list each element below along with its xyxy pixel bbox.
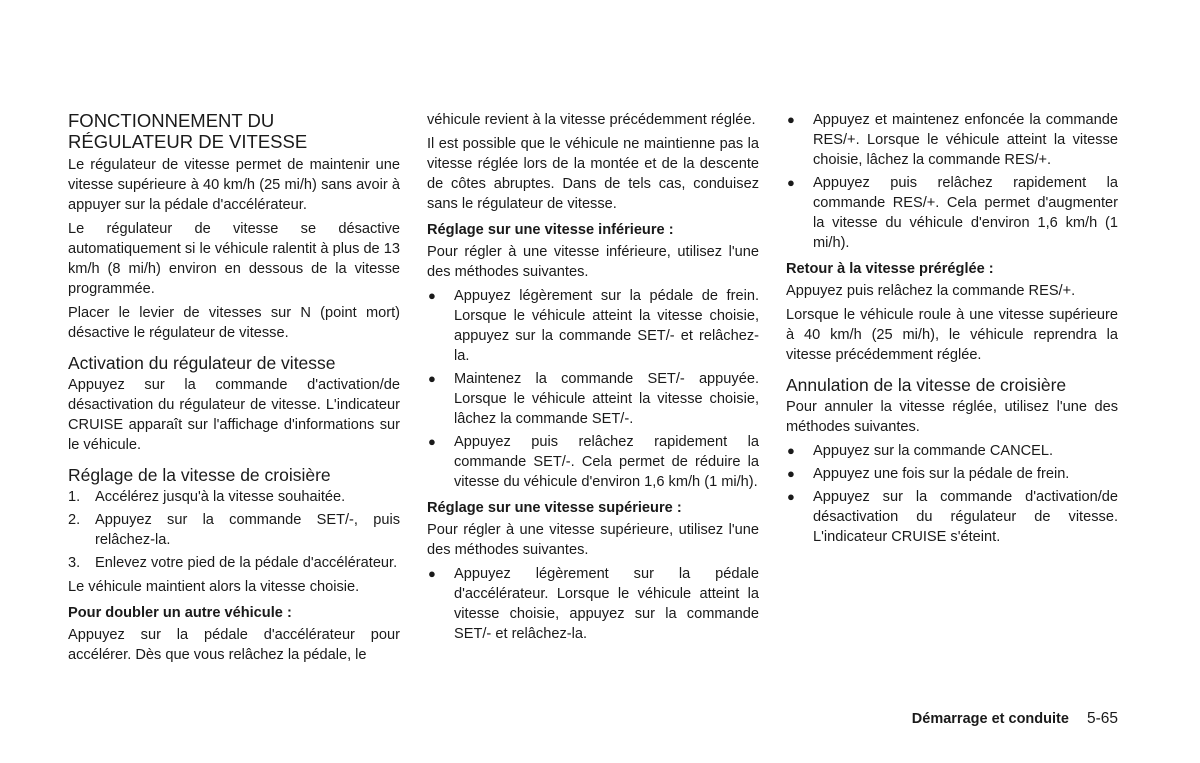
bullet-icon: ● — [428, 288, 436, 303]
bullet-icon: ● — [787, 175, 795, 190]
bullet-icon: ● — [787, 466, 795, 481]
intro-paragraph: Le régulateur de vitesse permet de maintenir une vitesse supérieure à 40 km/h (25 mi/h) sans avoir à appuyer sur la pédale d'accélérateur. — [68, 157, 400, 213]
step-number: 2. — [68, 512, 81, 528]
continued-paragraph: véhicule revient à la vitesse précédemment réglée. — [427, 112, 756, 128]
list-item-text: Appuyez et maintenez enfoncée la commande RES/+. Lorsque le véhicule atteint la vitesse choisie, lâchez la commande RES/+. — [813, 112, 1118, 168]
hills-paragraph: Il est possible que le véhicule ne maintienne pas la vitesse réglée lors de la montée et de la descente de côtes abruptes. Dans de tels cas, conduisez sans le régulateur de vitesse. — [427, 136, 759, 212]
step-text: Appuyez sur la commande SET/-, puis relâchez-la. — [95, 512, 400, 548]
list-item — [427, 369, 759, 429]
bullet-icon: ● — [787, 443, 795, 458]
list-item-text: Appuyez une fois sur la pédale de frein. — [813, 466, 1070, 482]
step-text: Enlevez votre pied de la pédale d'accélérateur. — [95, 555, 398, 571]
footer-section-title: Démarrage et conduite — [911, 711, 1069, 727]
list-item-text: Appuyez légèrement sur la pédale d'accélérateur. Lorsque le véhicule atteint la vitesse choisie, appuyez sur la commande SET/- et relâchez-la. — [454, 566, 759, 642]
bullet-icon: ● — [428, 371, 436, 386]
higher-speed-list-continued — [786, 110, 1118, 253]
overtake-heading: Pour doubler un autre véhicule : — [68, 605, 292, 621]
list-item-text: Appuyez légèrement sur la pédale de frein. Lorsque le véhicule atteint la vitesse choisie, appuyez sur la commande SET/- et relâchez-la. — [454, 288, 759, 364]
step-number: 1. — [68, 489, 81, 505]
list-item-text: Appuyez puis relâchez rapidement la commande SET/-. Cela permet de réduire la vitesse du véhicule d'environ 1,6 km/h (1 mi/h). — [454, 434, 759, 490]
step-text: Accélérez jusqu'à la vitesse souhaitée. — [95, 489, 346, 505]
column-1 — [68, 110, 400, 669]
higher-speed-intro: Pour régler à une vitesse supérieure, utilisez l'une des méthodes suivantes. — [427, 522, 759, 558]
list-item — [427, 432, 759, 492]
step-number: 3. — [68, 555, 81, 571]
lower-speed-intro: Pour régler à une vitesse inférieure, utilisez l'une des méthodes suivantes. — [427, 244, 759, 280]
column-3 — [786, 110, 1118, 551]
list-item-text: Appuyez puis relâchez rapidement la commande RES/+. Cela permet d'augmenter la vitesse du véhicule d'environ 1,6 km/h (1 mi/h). — [813, 175, 1118, 251]
list-item — [786, 464, 1118, 484]
bullet-icon: ● — [428, 566, 436, 581]
column-2 — [427, 110, 759, 648]
list-item — [786, 173, 1118, 253]
activation-heading: Activation du régulateur de vitesse — [68, 353, 336, 373]
bullet-icon: ● — [428, 434, 436, 449]
activation-paragraph: Appuyez sur la commande d'activation/de désactivation du régulateur de vitesse. L'indicateur CRUISE apparaît sur l'affichage d'informations sur le véhicule. — [68, 377, 400, 453]
lower-speed-heading: Réglage sur une vitesse inférieure : — [427, 222, 674, 238]
list-item — [427, 286, 759, 366]
list-item — [786, 487, 1118, 547]
list-item-text: Appuyez sur la commande d'activation/de désactivation du régulateur de vitesse. L'indicateur CRUISE s'éteint. — [813, 489, 1118, 545]
setting-steps — [68, 487, 400, 573]
overtake-paragraph: Appuyez sur la pédale d'accélérateur pour accélérer. Dès que vous relâchez la pédale, le — [68, 627, 400, 663]
resume-note: Lorsque le véhicule roule à une vitesse supérieure à 40 km/h (25 mi/h), le véhicule reprendra la vitesse précédemment réglée. — [786, 307, 1118, 363]
step-item — [68, 487, 400, 507]
higher-speed-list — [427, 564, 759, 644]
list-item-text: Maintenez la commande SET/- appuyée. Lorsque le véhicule atteint la vitesse choisie, lâchez la commande SET/-. — [454, 371, 759, 427]
list-item — [427, 564, 759, 644]
auto-deactivate-paragraph: Le régulateur de vitesse se désactive automatiquement si le véhicule ralentit à plus de 13 km/h (8 mi/h) environ en dessous de la vitesse programmée. — [68, 221, 400, 297]
list-item — [786, 441, 1118, 461]
cancel-intro: Pour annuler la vitesse réglée, utilisez l'une des méthodes suivantes. — [786, 399, 1118, 435]
step-item — [68, 510, 400, 550]
resume-paragraph: Appuyez puis relâchez la commande RES/+. — [786, 283, 1076, 299]
neutral-paragraph: Placer le levier de vitesses sur N (point mort) désactive le régulateur de vitesse. — [68, 305, 400, 341]
resume-heading: Retour à la vitesse préréglée : — [786, 261, 994, 277]
setting-heading: Réglage de la vitesse de croisière — [68, 465, 331, 485]
cancel-heading: Annulation de la vitesse de croisière — [786, 375, 1067, 395]
lower-speed-list — [427, 286, 759, 492]
maintain-paragraph: Le véhicule maintient alors la vitesse choisie. — [68, 579, 360, 595]
bullet-icon: ● — [787, 489, 795, 504]
step-item — [68, 553, 400, 573]
list-item — [786, 110, 1118, 170]
section-title: FONCTIONNEMENT DU RÉGULATEUR DE VITESSE — [68, 110, 308, 152]
list-item-text: Appuyez sur la commande CANCEL. — [813, 443, 1054, 459]
cancel-list — [786, 441, 1118, 547]
page-number: 5-65 — [1086, 710, 1118, 727]
page-footer — [912, 710, 1118, 728]
higher-speed-heading: Réglage sur une vitesse supérieure : — [427, 500, 682, 516]
bullet-icon: ● — [787, 112, 795, 127]
